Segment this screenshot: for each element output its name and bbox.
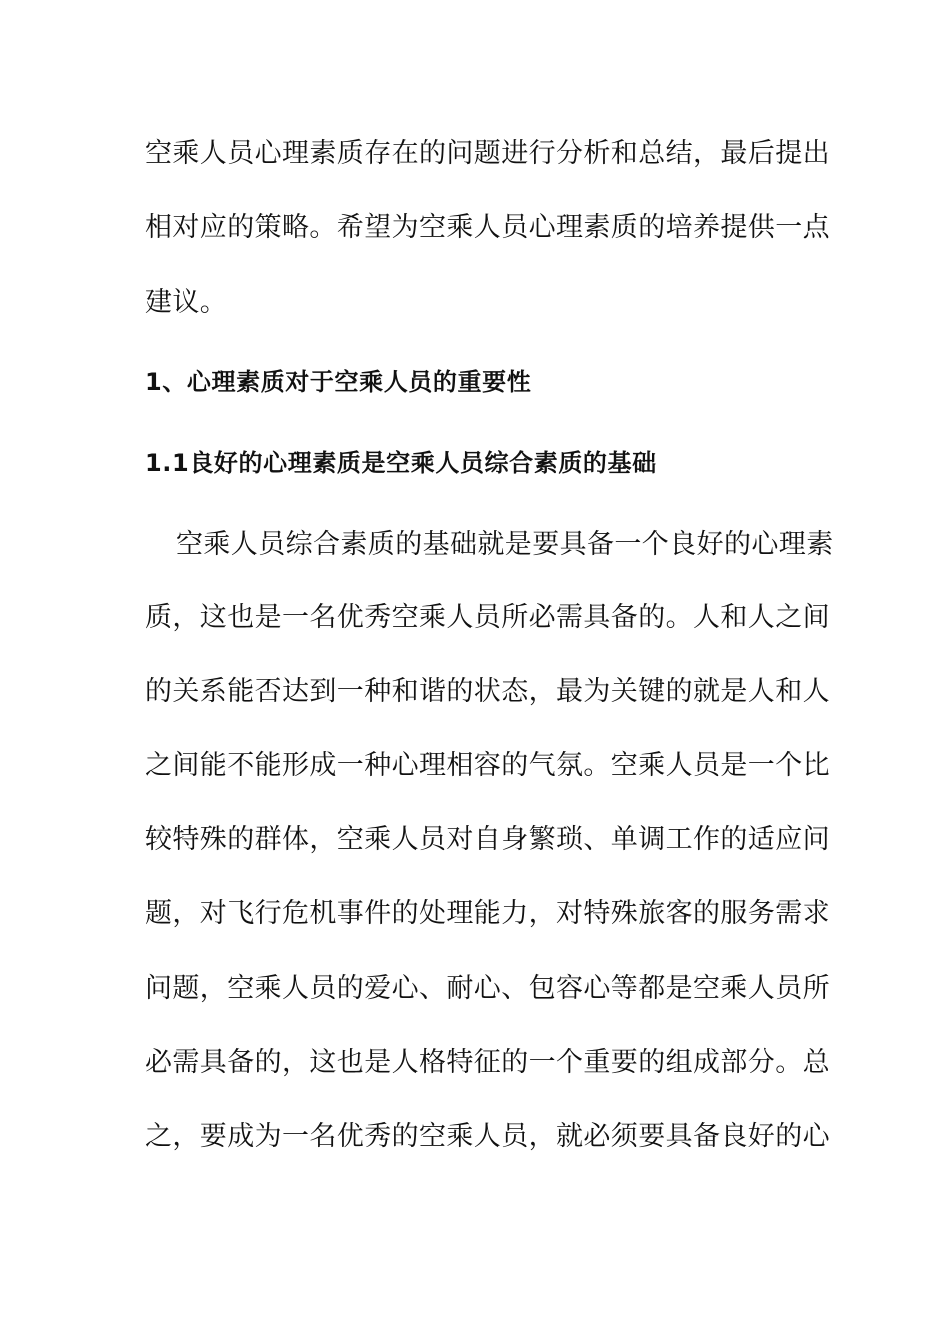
paragraph-line: 较特殊的群体，空乘人员对自身繁琐、单调工作的适应问 — [145, 824, 830, 855]
paragraph-line: 空乘人员综合素质的基础就是要具备一个良好的心理素 — [176, 529, 834, 560]
paragraph-line: 题，对飞行危机事件的处理能力，对特殊旅客的服务需求 — [145, 898, 830, 929]
paragraph-line: 的关系能否达到一种和谐的状态，最为关键的就是人和人 — [145, 676, 830, 707]
paragraph-line: 之间能不能形成一种心理相容的气氛。空乘人员是一个比 — [145, 750, 830, 781]
section-heading: 1、心理素质对于空乘人员的重要性 — [145, 368, 532, 396]
paragraph-line: 相对应的策略。希望为空乘人员心理素质的培养提供一点 — [145, 212, 830, 243]
paragraph-line: 空乘人员心理素质存在的问题进行分析和总结，最后提出 — [145, 138, 830, 169]
paragraph-line: 质，这也是一名优秀空乘人员所必需具备的。人和人之间 — [145, 602, 830, 633]
paragraph-line: 建议。 — [145, 287, 228, 318]
paragraph-line: 问题，空乘人员的爱心、耐心、包容心等都是空乘人员所 — [145, 973, 830, 1004]
paragraph-line: 之，要成为一名优秀的空乘人员，就必须要具备良好的心 — [145, 1121, 830, 1152]
paragraph-line: 必需具备的，这也是人格特征的一个重要的组成部分。总 — [145, 1047, 830, 1078]
subsection-heading: 1.1良好的心理素质是空乘人员综合素质的基础 — [145, 449, 657, 477]
